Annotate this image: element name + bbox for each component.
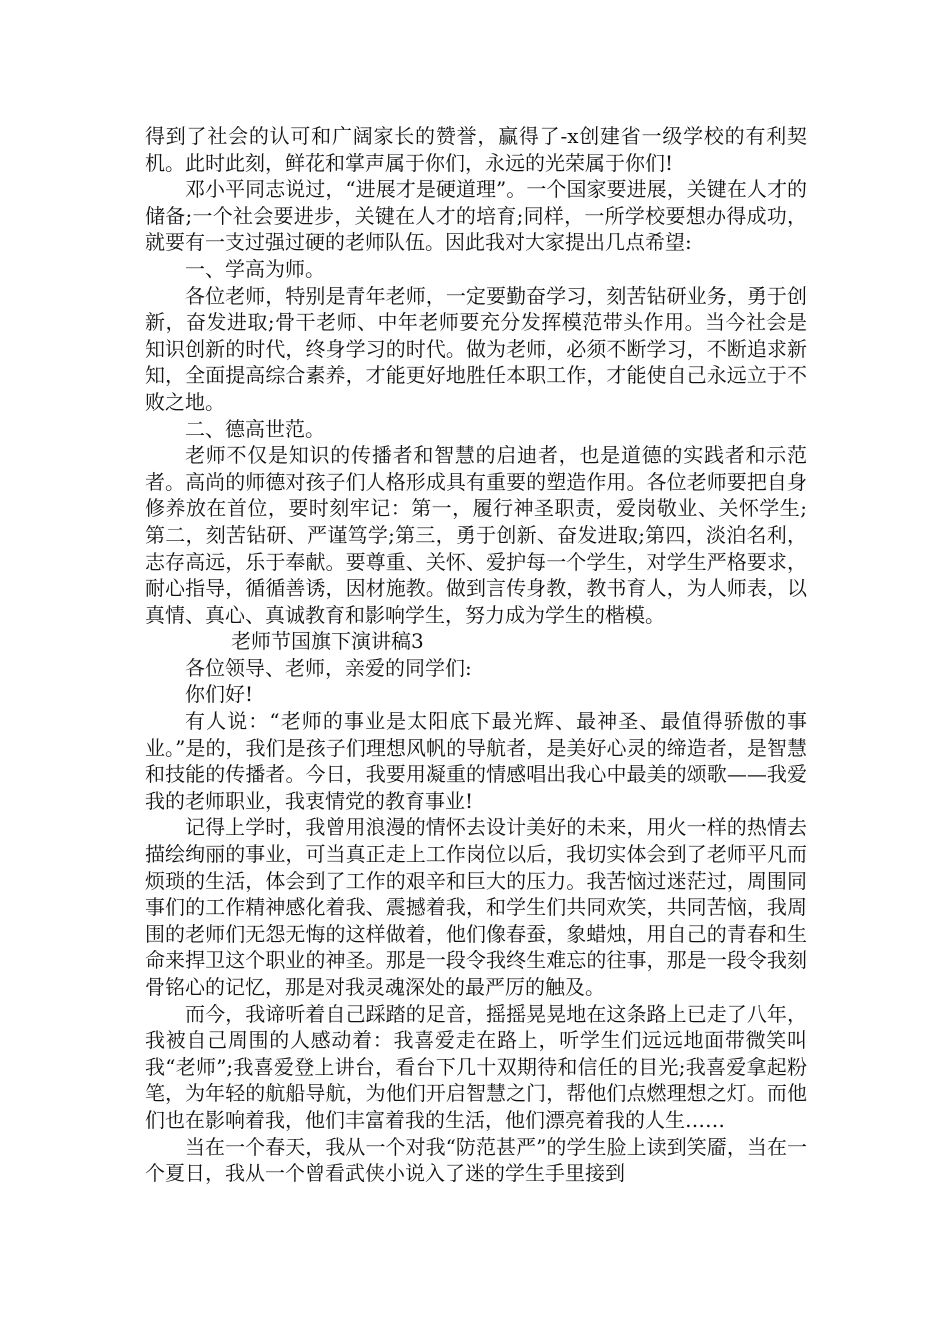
section-heading-2: 二、德高世范。: [185, 416, 325, 441]
paragraph-1: 得到了社会的认可和广阔家长的赞誉，赢得了-x创建省一级学校的有利契机。此时此刻，鲜花和掌声属于你们，永远的光荣属于你们!: [145, 124, 807, 175]
paragraph-5: 有人说：“老师的事业是太阳底下最光辉、最神圣、最值得骄傲的事业。”是的，我们是孩子们理想风帆的导航者，是美好心灵的缔造者，是智慧和技能的传播者。今日，我要用凝重的情感唱出我心中最美的颂歌——我爱我的老师职业，我衷情党的教育事业!: [145, 709, 807, 813]
greeting: 你们好!: [185, 682, 254, 707]
document-body: [145, 123, 807, 1187]
speech-title: 老师节国旗下演讲稿3: [231, 629, 424, 654]
paragraph-4: 老师不仅是知识的传播者和智慧的启迪者，也是道德的实践者和示范者。高尚的师德对孩子们人格形成具有重要的塑造作用。各位老师要把自身修养放在首位，要时刻牢记：第一，履行神圣职责，爱岗敬业、关怀学生;第二，刻苦钻研、严谨笃学;第三，勇于创新、奋发进取;第四，淡泊名利，志存高远，乐于奉献。要尊重、关怀、爱护每一个学生，对学生严格要求，耐心指导，循循善诱，因材施教。做到言传身教，教书育人，为人师表，以真情、真心、真诚教育和影响学生，努力成为学生的楷模。: [145, 443, 807, 627]
paragraph-2: 邓小平同志说过，“进展才是硬道理”。一个国家要进展，关键在人才的储备;一个社会要进步，关键在人才的培育;同样，一所学校要想办得成功，就要有一支过强过硬的老师队伍。因此我对大家提出几点希望:: [145, 177, 807, 255]
salutation: 各位领导、老师，亲爱的同学们:: [185, 655, 472, 680]
paragraph-8: 当在一个春天，我从一个对我“防范甚严”的学生脸上读到笑靥，当在一个夏日，我从一个曾看武侠小说入了迷的学生手里接到: [145, 1134, 807, 1186]
paragraph-7: 而今，我谛听着自己踩踏的足音，摇摇晃晃地在这条路上已走了八年，我被自己周围的人感动着：我喜爱走在路上，听学生们远远地面带微笑叫我“老师”;我喜爱登上讲台，看台下几十双期待和信任的目光;我喜爱拿起粉笔，为年轻的航船导航，为他们开启智慧之门，帮他们点燃理想之灯。而他们也在影响着我，他们丰富着我的生活，他们漂亮着我的人生……: [145, 1001, 807, 1132]
paragraph-3: 各位老师，特别是青年老师，一定要勤奋学习，刻苦钻研业务，勇于创新，奋发进取;骨干老师、中年老师要充分发挥模范带头作用。当今社会是知识创新的时代，终身学习的时代。做为老师，必须不断学习，不断追求新知，全面提高综合素养，才能更好地胜任本职工作，才能使自己永远立于不败之地。: [145, 283, 807, 414]
paragraph-6: 记得上学时，我曾用浪漫的情怀去设计美好的未来，用火一样的热情去描绘绚丽的事业，可当真正走上工作岗位以后，我切实体会到了老师平凡而烦琐的生活，体会到了工作的艰辛和巨大的压力。我苦恼过迷茫过，周围同事们的工作精神感化着我、震撼着我，和学生们共同欢笑，共同苦恼，我周围的老师们无怨无悔的这样做着，他们像春蚕，象蜡烛，用自己的青春和生命来捍卫这个职业的神圣。那是一段令我终生难忘的往事，那是一段令我刻骨铭心的记忆，那是对我灵魂深处的最严厉的触及。: [145, 815, 807, 999]
section-heading-1: 一、学高为师。: [185, 256, 325, 281]
